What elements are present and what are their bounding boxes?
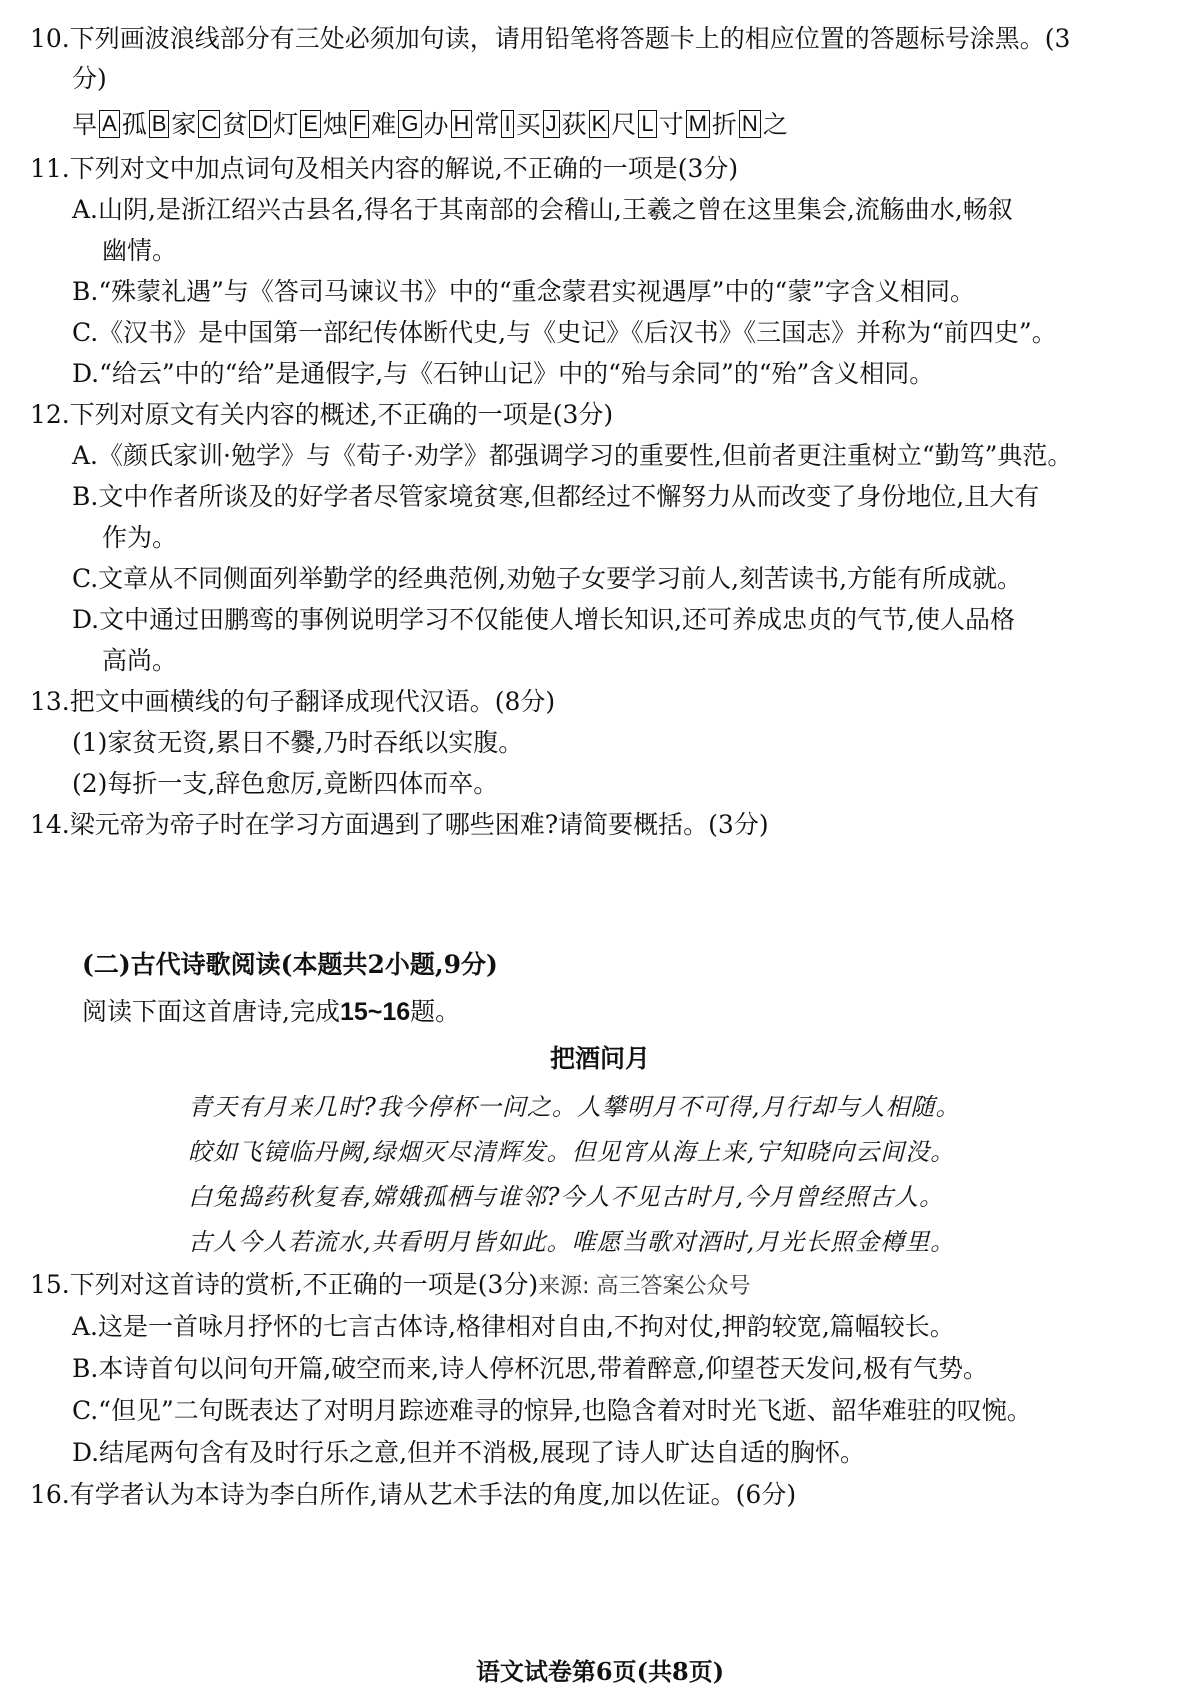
answer-label-box: L (638, 110, 656, 138)
q15-option-a: A.这是一首咏月抒怀的七言古体诗,格律相对自由,不拘对仗,押韵较宽,篇幅较长。 (72, 1312, 955, 1341)
q14-stem: 14.梁元帝为帝子时在学习方面遇到了哪些困难?请简要概括。(3分) (30, 810, 769, 839)
q11-option-a-cont: 幽情。 (102, 236, 178, 265)
q12-option-a: A.《颜氏家训·勉学》与《荀子·劝学》都强调学习的重要性,但前者更注重树立“勤笃”典范。 (72, 441, 1073, 470)
q15-option-d: D.结尾两句含有及时行乐之意,但并不消极,展现了诗人旷达自适的胸怀。 (72, 1438, 865, 1467)
answer-label-box: E (300, 110, 321, 138)
q12-option-b-cont: 作为。 (102, 523, 178, 552)
q13-sentence-2: (2)每折一支,辞色愈厉,竟断四体而卒。 (72, 769, 499, 798)
answer-label-box: M (686, 110, 710, 138)
sequence-char: 早 (72, 110, 98, 139)
q13-sentence-1: (1)家贫无资,累日不爨,乃时吞纸以实腹。 (72, 728, 524, 757)
sequence-char: 寸 (658, 110, 684, 139)
answer-label-box: F (350, 110, 369, 138)
sequence-char: 孤 (121, 110, 147, 139)
q10-stem-line2: 分) (72, 64, 107, 93)
section-2-title: (二)古代诗歌阅读(本题共2小题,9分) (82, 950, 498, 979)
poem-line: 白兔捣药秋复春,嫦娥孤栖与谁邻?今人不见古时月,今月曾经照古人。 (188, 1183, 945, 1211)
q10-stem-line1: 10.下列画波浪线部分有三处必须加句读，请用铅笔将答题卡上的相应位置的答题标号涂黑。(3 (30, 24, 1071, 53)
poem-line: 皎如飞镜临丹阙,绿烟灭尽清辉发。但见宵从海上来,宁知晓向云间没。 (188, 1138, 956, 1166)
poem-title: 把酒问月 (549, 1044, 650, 1073)
section-2-intro (82, 995, 460, 1029)
q15-option-c: C.“但见”二句既表达了对明月踪迹难寻的惊异,也隐含着对时光飞逝、韶华难驻的叹惋。 (72, 1396, 1032, 1425)
answer-label-box: N (739, 110, 761, 138)
answer-label-box: B (149, 110, 170, 138)
poem-line: 青天有月来几时?我今停杯一问之。人攀明月不可得,月行却与人相随。 (188, 1093, 961, 1121)
answer-label-box: H (451, 110, 473, 138)
answer-label-box: K (589, 110, 610, 138)
sequence-char: 常 (474, 110, 500, 139)
q11-option-d: D.“给云”中的“给”是通假字,与《石钟山记》中的“殆与余同”的“殆”含义相同。 (72, 359, 935, 388)
q11-option-c: C.《汉书》是中国第一部纪传体断代史,与《史记》《后汉书》《三国志》并称为“前四史”。 (72, 318, 1057, 347)
q12-option-c: C.文章从不同侧面列举勤学的经典范例,劝勉子女要学习前人,刻苦读书,方能有所成就。 (72, 564, 1023, 593)
sequence-char: 烛 (322, 110, 348, 139)
sequence-char: 买 (515, 110, 541, 139)
intro-suffix: 题。 (410, 997, 461, 1026)
intro-range: 15~16 (339, 998, 411, 1026)
q11-stem: 11.下列对文中加点词句及相关内容的解说,不正确的一项是(3分) (30, 154, 739, 183)
sequence-char: 荻 (561, 110, 587, 139)
q11-option-b: B.“殊蒙礼遇”与《答司马谏议书》中的“重念蒙君实视遇厚”中的“蒙”字含义相同。 (72, 277, 976, 306)
answer-label-box: I (501, 110, 513, 138)
sequence-char: 办 (423, 110, 449, 139)
sequence-char: 灯 (273, 110, 299, 139)
q12-option-d: D.文中通过田鹏鸾的事例说明学习不仅能使人增长知识,还可养成忠贞的气节,使人品格 (72, 605, 1015, 634)
q15-option-b: B.本诗首句以问句开篇,破空而来,诗人停杯沉思,带着醉意,仰望苍天发问,极有气势。 (72, 1354, 989, 1383)
sequence-char: 之 (762, 110, 788, 139)
q10-punctuation-sequence (72, 108, 788, 142)
answer-label-box: D (249, 110, 271, 138)
q12-option-d-cont: 高尚。 (102, 646, 178, 675)
poem-line: 古人今人若流水,共看明月皆如此。唯愿当歌对酒时,月光长照金樽里。 (188, 1228, 956, 1256)
sequence-char: 折 (711, 110, 737, 139)
answer-label-box: G (398, 110, 421, 138)
q16-stem: 16.有学者认为本诗为李白所作,请从艺术手法的角度,加以佐证。(6分) (30, 1480, 797, 1509)
sequence-char: 贫 (222, 110, 248, 139)
q12-stem: 12.下列对原文有关内容的概述,不正确的一项是(3分) (30, 400, 614, 429)
q13-stem: 13.把文中画横线的句子翻译成现代汉语。(8分) (30, 687, 556, 716)
page-footer: 语文试卷第6页(共8页) (475, 1657, 725, 1686)
source-note: 来源: 高三答案公众号 (538, 1274, 751, 1299)
q15-stem (30, 1268, 1200, 1304)
answer-label-box: J (543, 110, 560, 138)
sequence-char: 尺 (611, 110, 637, 139)
sequence-char: 家 (171, 110, 197, 139)
q15-stem-text: 15.下列对这首诗的赏析,不正确的一项是(3分) (30, 1270, 539, 1299)
intro-prefix: 阅读下面这首唐诗,完成 (82, 997, 340, 1026)
answer-label-box: A (99, 110, 120, 138)
q12-option-b: B.文中作者所谈及的好学者尽管家境贫寒,但都经过不懈努力从而改变了身份地位,且大有 (72, 482, 1040, 511)
sequence-char: 难 (371, 110, 397, 139)
answer-label-box: C (198, 110, 220, 138)
q11-option-a: A.山阴,是浙江绍兴古县名,得名于其南部的会稽山,王羲之曾在这里集会,流觞曲水,畅叙 (72, 195, 1013, 224)
